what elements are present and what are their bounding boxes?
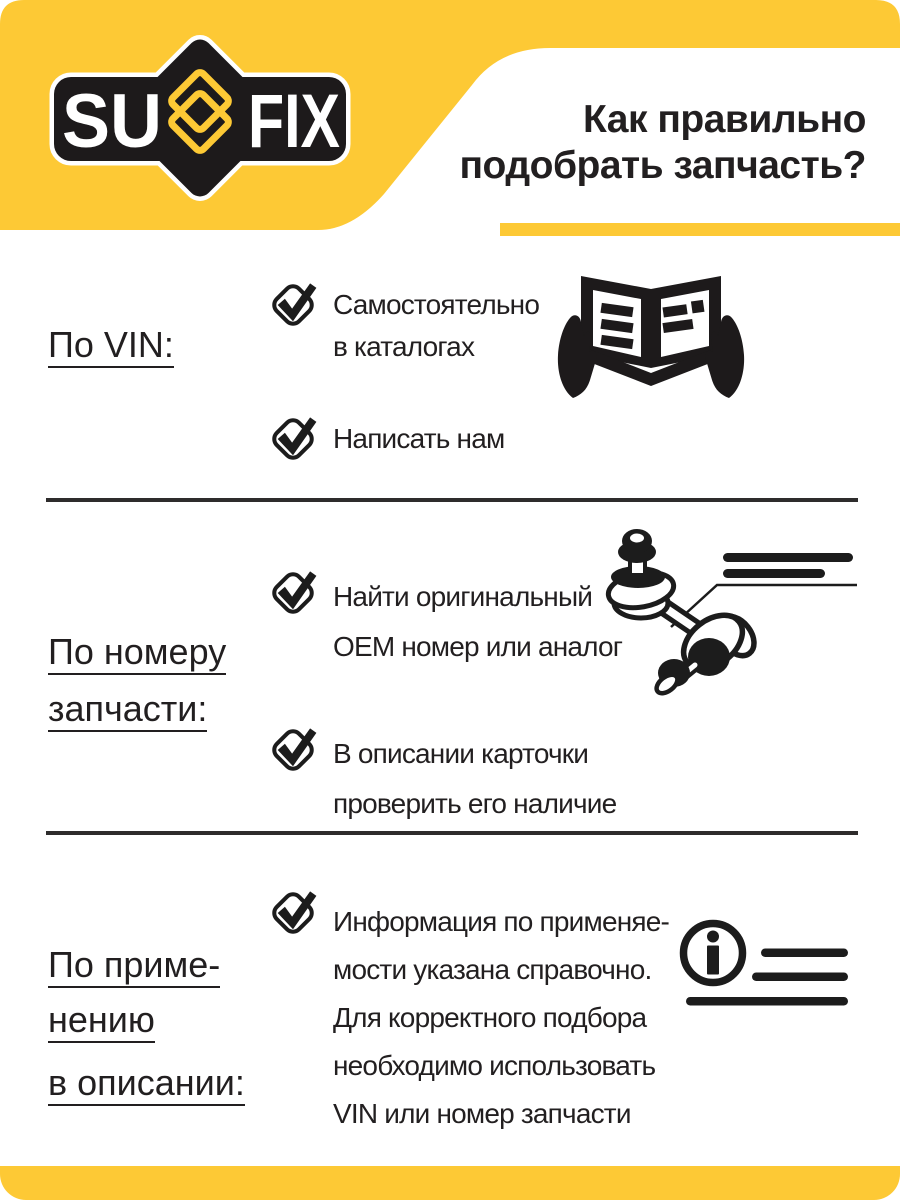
open-catalog-book-icon xyxy=(556,256,746,404)
section-number-heading-line1: По номеру xyxy=(48,634,226,675)
application-item-info xyxy=(266,886,669,1138)
number-item-oem xyxy=(266,566,622,672)
info-icon xyxy=(675,915,855,1010)
section-application-heading-line2: нению xyxy=(48,1002,155,1043)
separator-line-2 xyxy=(46,831,858,835)
page-title-line2: подобрать запчасть? xyxy=(459,144,866,187)
logo-text-fix: FIX xyxy=(248,79,341,164)
section-vin-heading: По VIN: xyxy=(48,327,174,368)
application-item-info-line1: Информация по применяе- xyxy=(333,906,670,937)
title-underline-bar xyxy=(500,223,900,236)
vin-item-catalogs-line2: в каталогах xyxy=(333,331,475,362)
page-title-line1: Как правильно xyxy=(583,98,866,141)
vin-item-catalogs-line1: Самостоятельно xyxy=(333,289,540,320)
number-item-card-check xyxy=(266,723,616,829)
application-item-info-line5: VIN или номер запчасти xyxy=(333,1098,631,1129)
stabilizer-link-part-icon xyxy=(585,515,865,710)
speed-line-1 xyxy=(723,553,853,562)
application-item-info-line2: мости указана справочно. xyxy=(333,954,652,985)
number-item-card-check-line1: В описании карточки xyxy=(333,738,589,769)
section-application-heading-line1: По приме- xyxy=(48,947,220,988)
speed-line-2 xyxy=(723,569,825,578)
application-item-info-line3: Для корректного подбора xyxy=(333,1002,647,1033)
number-item-card-check-line2: проверить его наличие xyxy=(333,788,617,819)
section-number-heading-line2: запчасти: xyxy=(48,691,207,732)
number-item-oem-line2: ОЕМ номер или аналог xyxy=(333,631,623,662)
sufix-logo xyxy=(38,20,368,215)
logo-text-su: SU xyxy=(62,79,162,164)
check-icon xyxy=(266,886,320,940)
vin-item-write-us-line1: Написать нам xyxy=(333,423,505,454)
check-icon xyxy=(266,723,320,777)
footer-yellow-band xyxy=(0,1166,900,1200)
check-icon xyxy=(266,566,320,620)
separator-line-1 xyxy=(46,498,858,502)
check-icon xyxy=(266,412,320,466)
check-icon xyxy=(266,278,320,332)
page-title xyxy=(436,97,866,189)
vin-item-write-us xyxy=(266,412,504,466)
number-item-oem-line1: Найти оригинальный xyxy=(333,581,593,612)
application-item-info-line4: необходимо использовать xyxy=(333,1050,656,1081)
vin-item-catalogs xyxy=(266,278,539,368)
section-application-heading-line3: в описании: xyxy=(48,1065,245,1106)
